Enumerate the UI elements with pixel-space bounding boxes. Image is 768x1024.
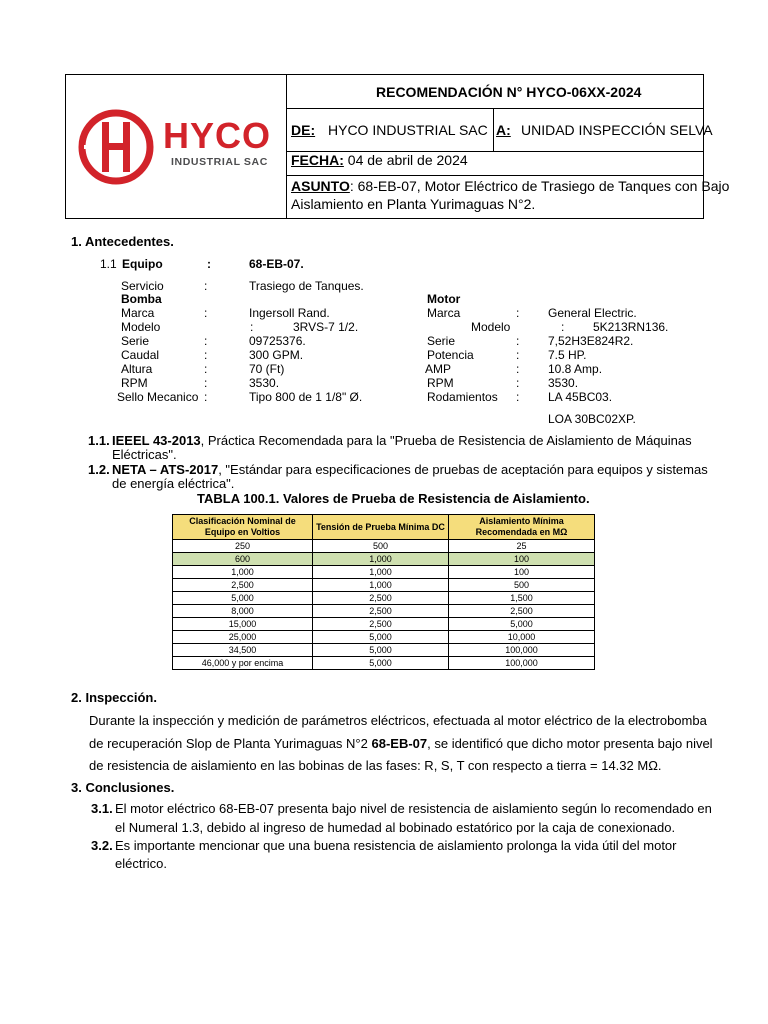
fecha-value: 04 de abril de 2024	[347, 152, 468, 168]
table-cell: 2,500	[313, 618, 449, 631]
colon: :	[516, 390, 520, 404]
spec-label: AMP	[425, 362, 452, 376]
table-row	[173, 605, 595, 618]
conclusion-number: 3.2.	[91, 838, 113, 853]
table-cell: 1,000	[313, 566, 449, 579]
motor-title: Motor	[427, 292, 461, 306]
paragraph-line: de resistencia de aislamiento en las bobinas de las fases: R, S, T con respecto a tierra = 14.32 MΩ.	[89, 758, 662, 773]
spec-value: Ingersoll Rand.	[249, 306, 330, 320]
colon: :	[561, 320, 565, 334]
colon: :	[204, 362, 208, 376]
table-row	[173, 592, 595, 605]
table-caption: TABLA 100.1. Valores de Prueba de Resistencia de Aislamiento.	[197, 491, 590, 506]
table-row	[173, 618, 595, 631]
table-row	[173, 566, 595, 579]
section-title: 3. Conclusiones.	[71, 780, 175, 795]
asunto-line1: : 68-EB-07, Motor Eléctrico de Trasiego de Tanques con Bajo	[349, 178, 730, 194]
paragraph-line: Durante la inspección y medición de parámetros eléctricos, efectuada al motor eléctrico de la electrobomba	[89, 713, 707, 728]
equipo-value: 68-EB-07.	[249, 257, 304, 271]
spec-value: 300 GPM.	[249, 348, 304, 362]
spec-label: Rodamientos	[427, 390, 498, 404]
colon: :	[516, 348, 520, 362]
table-cell: 2,500	[449, 605, 595, 618]
spec-value: LOA 30BC02XP.	[548, 412, 636, 426]
table-cell: 2,500	[313, 605, 449, 618]
company-logo	[78, 108, 158, 191]
table-cell: 10,000	[449, 631, 595, 644]
spec-value: 3RVS-7 1/2.	[293, 320, 359, 334]
spec-label: Potencia	[427, 348, 474, 362]
table-row	[173, 644, 595, 657]
table-header: Aislamiento Mínima Recomendada en MΩ	[449, 515, 595, 540]
table-row	[173, 657, 595, 670]
fecha-label: FECHA:	[291, 152, 344, 168]
table-cell: 100,000	[449, 644, 595, 657]
conclusion-text: eléctrico.	[115, 856, 168, 871]
reference-text: , Práctica Recomendada para la "Prueba de Resistencia de Aislamiento de Máquinas	[200, 433, 692, 448]
reference-text: Eléctricas".	[112, 447, 177, 462]
section-title: 1. Antecedentes.	[71, 234, 174, 249]
divider	[493, 108, 494, 151]
spec-label: Modelo	[121, 320, 161, 334]
equipo-colon: :	[207, 257, 211, 271]
table-cell: 15,000	[173, 618, 313, 631]
table-cell: 46,000 y por encima	[173, 657, 313, 670]
reference-text: de energía eléctrica".	[112, 476, 235, 491]
divider	[286, 108, 703, 109]
reference-code: IEEEL 43-2013	[112, 433, 201, 448]
spec-label: Serie	[121, 334, 150, 348]
table-cell: 100,000	[449, 657, 595, 670]
section-title: 2. Inspección.	[71, 690, 157, 705]
table-cell: 250	[173, 540, 313, 553]
table-cell: 1,500	[449, 592, 595, 605]
table-cell: 2,500	[173, 579, 313, 592]
reference-number: 1.2.	[88, 462, 110, 477]
table-cell: 25	[449, 540, 595, 553]
spec-value: LA 45BC03.	[548, 390, 613, 404]
table-cell: 5,000	[313, 644, 449, 657]
colon: :	[516, 376, 520, 390]
conclusion-number: 3.1.	[91, 801, 113, 816]
spec-label: Sello Mecanico	[117, 390, 199, 404]
equipo-number: 1.1	[100, 257, 117, 271]
spec-value: 7.5 HP.	[548, 348, 587, 362]
equipment-code: 68-EB-07	[371, 736, 428, 751]
table-cell: 100	[449, 566, 595, 579]
spec-label: Modelo	[471, 320, 511, 334]
spec-label: Caudal	[121, 348, 160, 362]
conclusion-text: El motor eléctrico 68-EB-07 presenta bajo nivel de resistencia de aislamiento según lo recomendado en	[115, 801, 712, 816]
spec-label: Marca	[427, 306, 461, 320]
spec-value: 09725376.	[249, 334, 306, 348]
colon: :	[204, 390, 208, 404]
colon: :	[204, 279, 208, 293]
spec-label: RPM	[121, 376, 148, 390]
document-title: RECOMENDACIÓN N° HYCO-06XX-2024	[376, 84, 642, 100]
spec-value: 10.8 Amp.	[548, 362, 603, 376]
spec-value: 7,52H3E824R2.	[548, 334, 634, 348]
colon: :	[204, 376, 208, 390]
asunto-label: ASUNTO	[291, 178, 350, 194]
conclusion-text: el Numeral 1.3, debido al ingreso de humedad al bobinado estatórico por la caja de conexionado.	[115, 820, 676, 835]
spec-value: 3530.	[249, 376, 280, 390]
spec-value: Tipo 800 de 1 1/8" Ø.	[249, 390, 363, 404]
table-cell: 2,500	[313, 592, 449, 605]
equipo-label: Equipo	[122, 257, 163, 271]
colon: :	[204, 334, 208, 348]
reference-code: NETA – ATS-2017	[112, 462, 219, 477]
table-cell: 500	[449, 579, 595, 592]
table-cell: 8,000	[173, 605, 313, 618]
bomba-title: Bomba	[121, 292, 162, 306]
table-cell: 5,000	[449, 618, 595, 631]
table-header: Tensión de Prueba Mínima DC	[313, 515, 449, 540]
colon: :	[204, 306, 208, 320]
colon: :	[516, 306, 520, 320]
table-cell: 500	[313, 540, 449, 553]
table-row	[173, 631, 595, 644]
table-cell: 25,000	[173, 631, 313, 644]
a-value: UNIDAD INSPECCIÓN SELVA	[521, 122, 713, 138]
colon: :	[204, 348, 208, 362]
divider	[286, 175, 703, 176]
spec-label: RPM	[427, 376, 454, 390]
table-cell: 1,000	[173, 566, 313, 579]
paragraph-line: de recuperación Slop de Planta Yurimaguas N°2	[89, 736, 372, 751]
asunto-line2: Aislamiento en Planta Yurimaguas N°2.	[291, 196, 536, 212]
spec-value: 70 (Ft)	[249, 362, 285, 376]
table-cell: 5,000	[173, 592, 313, 605]
de-value: HYCO INDUSTRIAL SAC	[328, 122, 488, 138]
table-row	[173, 579, 595, 592]
spec-label: Marca	[121, 306, 155, 320]
colon: :	[516, 334, 520, 348]
conclusion-text: Es importante mencionar que una buena resistencia de aislamiento prolonga la vida útil del motor	[115, 838, 677, 853]
table-cell: 5,000	[313, 631, 449, 644]
table-cell: 1,000	[313, 553, 449, 566]
table-cell: 600	[173, 553, 313, 566]
reference-number: 1.1.	[88, 433, 110, 448]
spec-value: 5K213RN136.	[593, 320, 669, 334]
insulation-table	[172, 514, 595, 670]
spec-label: Altura	[121, 362, 153, 376]
reference-text: , "Estándar para especificaciones de pruebas de aceptación para equipos y sistemas	[218, 462, 708, 477]
logo-emblem-icon	[78, 108, 158, 186]
servicio-label: Servicio	[121, 279, 164, 293]
logo-subtext: INDUSTRIAL SAC	[171, 156, 268, 168]
a-label: A:	[496, 122, 511, 138]
table-cell: 1,000	[313, 579, 449, 592]
colon: :	[250, 320, 254, 334]
logo-text: HYCO	[163, 115, 272, 156]
table-row	[173, 553, 595, 566]
spec-value: 3530.	[548, 376, 579, 390]
table-row	[173, 540, 595, 553]
table-header: Clasificación Nominal de Equipo en Voltios	[173, 515, 313, 540]
paragraph-line: , se identificó que dicho motor presenta bajo nivel	[427, 736, 713, 751]
table-cell: 100	[449, 553, 595, 566]
divider	[286, 75, 287, 218]
servicio-value: Trasiego de Tanques.	[249, 279, 364, 293]
table-cell: 5,000	[313, 657, 449, 670]
colon: :	[516, 362, 520, 376]
table-cell: 34,500	[173, 644, 313, 657]
de-label: DE:	[291, 122, 316, 138]
spec-value: General Electric.	[548, 306, 637, 320]
spec-label: Serie	[427, 334, 456, 348]
